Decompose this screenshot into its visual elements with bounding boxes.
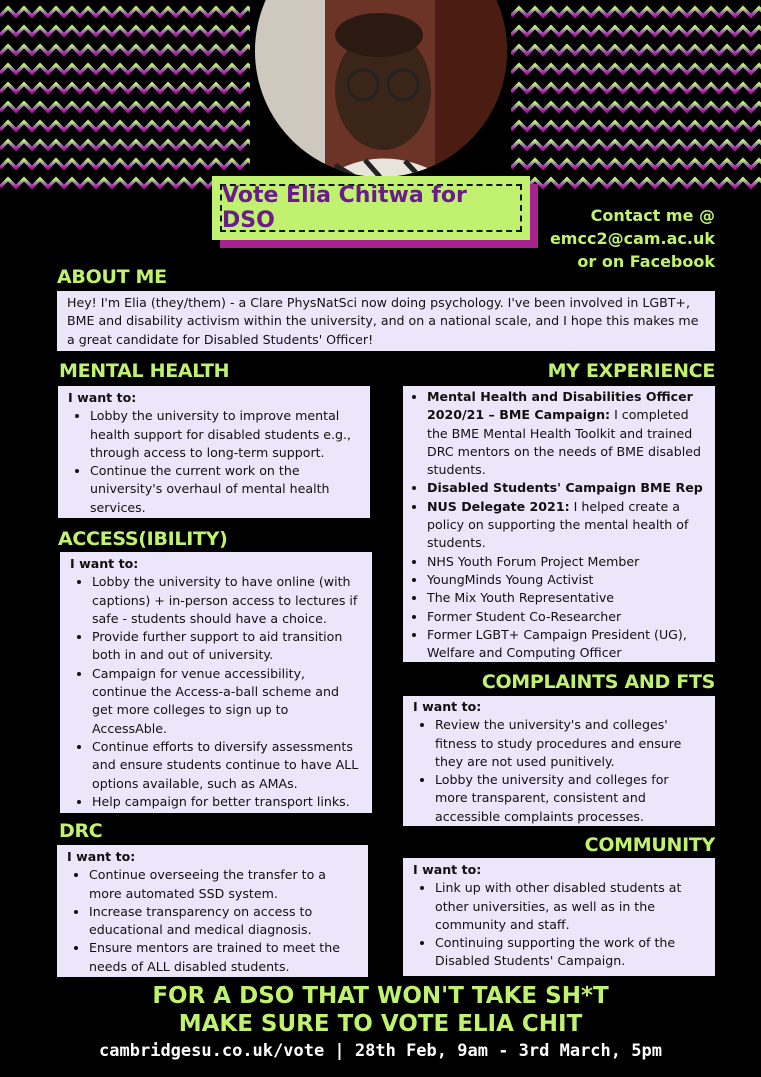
list-item: • Continue overseeing the transfer to a more automated SSD system. bbox=[89, 866, 358, 903]
mental-health-heading: MENTAL HEALTH bbox=[59, 360, 230, 382]
footer-line-2: MAKE SURE TO VOTE ELIA CHIT bbox=[178, 1011, 583, 1037]
list-item: • Campaign for venue accessibility, continue the Access-a-ball scheme and get more colleges to sign up to AccessAble. bbox=[92, 665, 362, 738]
complaints-heading: COMPLAINTS AND FTS bbox=[481, 671, 715, 693]
list-item: • Lobby the university to have online (with captions) + in-person access to lectures if safe - students should have a choice. bbox=[92, 573, 362, 628]
list-item bbox=[427, 608, 707, 626]
list-item bbox=[427, 479, 707, 497]
experience-item-text: YoungMinds Young Activist bbox=[427, 571, 594, 587]
about-heading: ABOUT ME bbox=[57, 266, 167, 288]
mental-health-box bbox=[58, 386, 370, 518]
candidate-photo bbox=[255, 0, 507, 177]
complaints-list bbox=[413, 716, 705, 826]
list-item: • Continue the current work on the university's overhaul of mental health services. bbox=[90, 462, 360, 517]
mental-health-list bbox=[68, 407, 360, 517]
list-item bbox=[427, 571, 707, 589]
experience-item-title: Mental Health and Disabilities Officer 2020/21 – BME Campaign: bbox=[427, 389, 693, 423]
complaints-intro: I want to: bbox=[413, 699, 482, 714]
experience-item-text: I completed the BME Mental Health Toolkit and trained DRC mentors on the needs of BME disabled students. bbox=[427, 407, 702, 478]
access-box bbox=[60, 552, 372, 813]
experience-item-title: NUS Delegate 2021: bbox=[427, 498, 570, 514]
experience-item-text: NHS Youth Forum Project Member bbox=[427, 553, 640, 569]
experience-item-text: Former LGBT+ Campaign President (UG), Welfare and Computing Officer bbox=[427, 626, 687, 661]
page-title: Vote Elia Chitwa for DSO bbox=[220, 184, 522, 232]
zigzag-pattern-left bbox=[0, 0, 250, 200]
list-item: • Ensure mentors are trained to meet the needs of ALL disabled students. bbox=[89, 939, 358, 976]
experience-item-text: The Mix Youth Representative bbox=[427, 590, 615, 606]
experience-heading: MY EXPERIENCE bbox=[547, 360, 715, 382]
contact-email[interactable]: emcc2@cam.ac.uk bbox=[549, 229, 715, 248]
drc-list bbox=[67, 866, 358, 976]
community-list bbox=[413, 879, 705, 970]
title-banner-front bbox=[212, 176, 530, 240]
contact-info bbox=[550, 204, 715, 273]
list-item: • Continuing supporting the work of the Disabled Students' Campaign. bbox=[435, 934, 705, 971]
footer-line-1: FOR A DSO THAT WON'T TAKE SH*T bbox=[152, 983, 609, 1009]
experience-item-title: Disabled Students' Campaign BME Rep bbox=[427, 480, 703, 496]
list-item: • Help campaign for better transport links. bbox=[92, 793, 362, 811]
title-banner bbox=[212, 176, 538, 248]
mental-health-intro: I want to: bbox=[68, 390, 137, 405]
contact-line-1: Contact me @ bbox=[590, 206, 715, 225]
list-item: • Provide further support to aid transition both in and out of university. bbox=[92, 628, 362, 665]
complaints-box bbox=[403, 696, 715, 826]
list-item: • Review the university's and colleges' fitness to study procedures and ensure they are not used punitively. bbox=[435, 716, 705, 771]
list-item: • Increase transparency on access to educational and medical diagnosis. bbox=[89, 903, 358, 940]
community-heading: COMMUNITY bbox=[584, 834, 715, 856]
drc-box bbox=[57, 845, 368, 977]
contact-line-3: or on Facebook bbox=[577, 252, 715, 271]
experience-list bbox=[411, 388, 707, 662]
list-item bbox=[427, 589, 707, 607]
list-item bbox=[427, 626, 707, 663]
experience-item-text: I helped create a policy on supporting the mental health of students. bbox=[427, 498, 689, 551]
community-box bbox=[403, 858, 715, 976]
footer-vote-info[interactable]: cambridgesu.co.uk/vote | 28th Feb, 9am - 3rd March, 5pm bbox=[99, 1041, 662, 1061]
experience-box bbox=[403, 386, 715, 662]
list-item bbox=[427, 553, 707, 571]
access-intro: I want to: bbox=[70, 556, 139, 571]
experience-item-text: Former Student Co-Researcher bbox=[427, 608, 622, 624]
about-text: Hey! I'm Elia (they/them) - a Clare PhysNatSci now doing psychology. I've been involved in LGBT+, BME and disability activism within the university, and on a national scale, and I hope this makes me a great candidate for Disabled Students' Officer! bbox=[67, 295, 699, 347]
access-heading: ACCESS(IBILITY) bbox=[58, 528, 228, 550]
community-intro: I want to: bbox=[413, 862, 482, 877]
access-list bbox=[70, 573, 362, 811]
zigzag-pattern-right bbox=[511, 0, 761, 200]
about-box bbox=[57, 291, 715, 351]
drc-heading: DRC bbox=[59, 820, 103, 842]
list-item: • Continue efforts to diversify assessments and ensure students continue to have ALL options available, such as AMAs. bbox=[92, 738, 362, 793]
list-item: • Link up with other disabled students at other universities, as well as in the community and staff. bbox=[435, 879, 705, 934]
list-item bbox=[427, 498, 707, 553]
drc-intro: I want to: bbox=[67, 849, 136, 864]
list-item: • Lobby the university and colleges for more transparent, consistent and accessible complaints processes. bbox=[435, 771, 705, 826]
list-item: • Lobby the university to improve mental health support for disabled students e.g., through access to long-term support. bbox=[90, 407, 360, 462]
list-item bbox=[427, 388, 707, 479]
